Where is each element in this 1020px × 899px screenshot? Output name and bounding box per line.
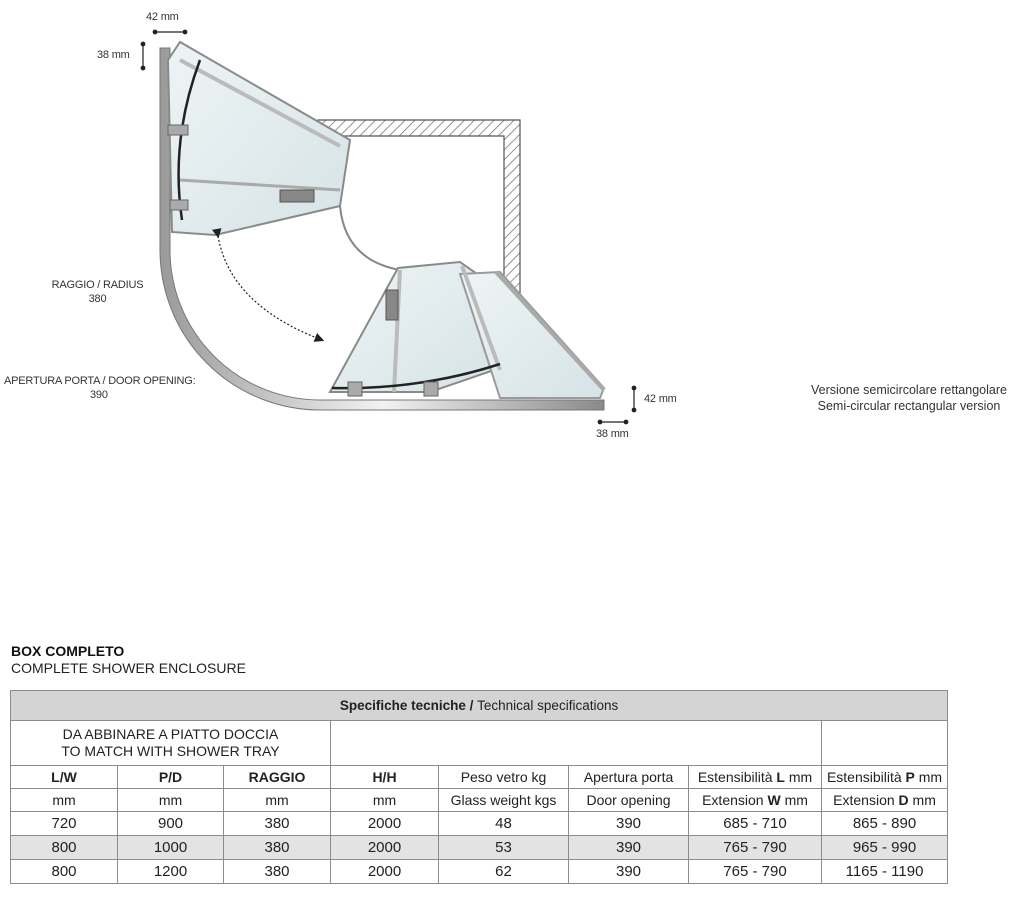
cell: 765 - 790	[689, 860, 822, 884]
cell: 380	[224, 836, 331, 860]
specs-header-rest: Technical specifications	[477, 698, 619, 713]
cell: 380	[224, 860, 331, 884]
radius-label: RAGGIO / RADIUS	[51, 279, 144, 291]
unit-extW: Extension W mm	[689, 789, 822, 812]
blank-cell	[331, 721, 822, 766]
specs-header-bold: Specifiche tecniche	[339, 698, 466, 713]
door-opening-value: 390	[90, 389, 108, 401]
specs-table	[10, 690, 948, 884]
version-line-it: Versione semicircolare rettangolare	[811, 383, 1007, 397]
dim-right-height: 42 mm	[644, 393, 677, 405]
cell: 685 - 710	[689, 812, 822, 836]
cell: 2000	[331, 860, 439, 884]
unit-apertura: Door opening	[569, 789, 689, 812]
version-line-en: Semi-circular rectangular version	[817, 399, 1001, 413]
dim-right-width: 38 mm	[596, 428, 629, 440]
unit-extD: Extension D mm	[822, 789, 948, 812]
col-estP: Estensibilità P mm	[822, 766, 948, 789]
col-lw: L/W	[11, 766, 118, 789]
cell: 865 - 890	[822, 812, 948, 836]
col-pd: P/D	[118, 766, 224, 789]
tray-row	[11, 721, 948, 766]
col-peso: Peso vetro kg	[439, 766, 569, 789]
radius-value: 380	[88, 293, 107, 305]
col-hh: H/H	[331, 766, 439, 789]
cell: 1000	[118, 836, 224, 860]
units-row	[11, 789, 948, 812]
cell: 390	[569, 860, 689, 884]
cell: 2000	[331, 812, 439, 836]
col-apertura: Apertura porta	[569, 766, 689, 789]
unit-hh: mm	[331, 789, 439, 812]
cell: 390	[569, 836, 689, 860]
cell: 380	[224, 812, 331, 836]
column-labels-row	[11, 766, 948, 789]
cell: 800	[11, 836, 118, 860]
tray-cell: DA ABBINARE A PIATTO DOCCIA TO MATCH WITH SHOWER TRAY	[11, 721, 331, 766]
section-title: BOX COMPLETO	[11, 643, 125, 659]
table-row	[11, 836, 948, 860]
version-note	[800, 382, 1018, 414]
door-opening-label: APERTURA PORTA / DOOR OPENING:	[4, 375, 196, 387]
col-raggio: RAGGIO	[224, 766, 331, 789]
cell: 48	[439, 812, 569, 836]
cell: 800	[11, 860, 118, 884]
cell: 1200	[118, 860, 224, 884]
door-opening-arrow	[218, 236, 322, 340]
cell: 765 - 790	[689, 836, 822, 860]
cell: 390	[569, 812, 689, 836]
cell: 62	[439, 860, 569, 884]
enclosure-frame	[160, 42, 604, 410]
blank-cell	[822, 721, 948, 766]
dim-top-width: 42 mm	[146, 11, 179, 23]
cell: 1165 - 1190	[822, 860, 948, 884]
section-subtitle: COMPLETE SHOWER ENCLOSURE	[11, 660, 246, 676]
col-estL: Estensibilità L mm	[689, 766, 822, 789]
cell: 53	[439, 836, 569, 860]
table-row	[11, 812, 948, 836]
cell: 2000	[331, 836, 439, 860]
cell: 965 - 990	[822, 836, 948, 860]
unit-pd: mm	[118, 789, 224, 812]
specs-header-row	[11, 691, 948, 721]
cell: 900	[118, 812, 224, 836]
unit-peso: Glass weight kgs	[439, 789, 569, 812]
cell: 720	[11, 812, 118, 836]
dim-top-height: 38 mm	[97, 49, 130, 61]
specs-header: Specifiche tecniche / Technical specifications	[11, 691, 948, 721]
table-row	[11, 860, 948, 884]
unit-raggio: mm	[224, 789, 331, 812]
unit-lw: mm	[11, 789, 118, 812]
